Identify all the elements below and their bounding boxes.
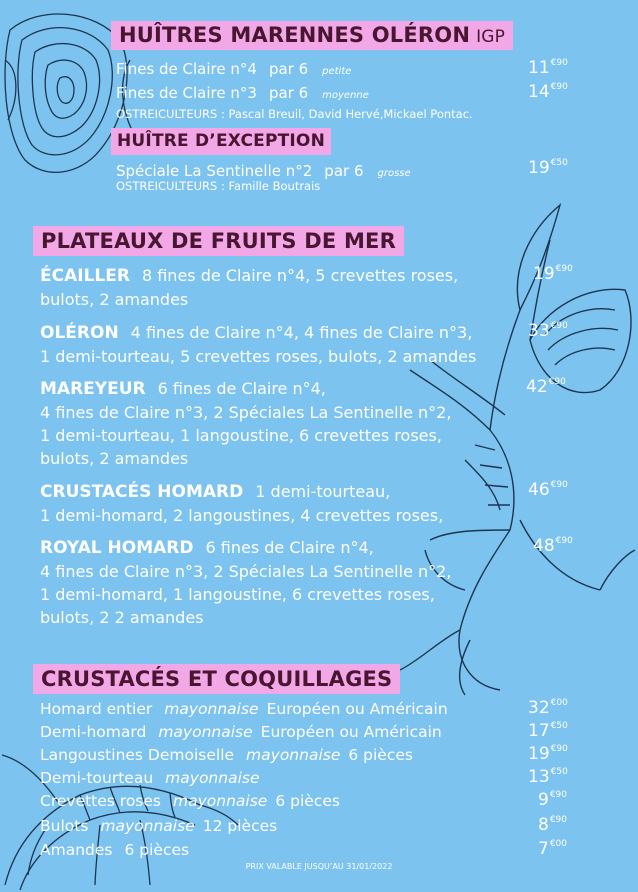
item-detail: 6 pièces xyxy=(275,792,340,810)
item-sauce: mayonnaise xyxy=(165,769,260,787)
plateau-line: 1 demi-homard, 1 langoustine, 6 crevettes roses, xyxy=(40,585,435,604)
plateau-royal-homard xyxy=(40,536,600,629)
crustace-item xyxy=(40,792,340,810)
huitres-title: HUÎTRES MARENNES OLÉRON xyxy=(119,23,471,47)
price xyxy=(533,536,573,556)
price xyxy=(528,321,568,341)
plateau-line: 1 demi-tourteau, 1 langoustine, 6 crevettes roses, xyxy=(40,426,442,445)
section-header-exception: HUÎTRE D’EXCEPTION xyxy=(111,128,331,155)
price-sup: €90 xyxy=(549,815,568,825)
item-sauce: mayonnaise xyxy=(100,817,195,835)
plateau-line: bulots, 2 2 amandes xyxy=(40,608,204,627)
item-qty: par 6 xyxy=(324,162,364,180)
plateau-oleron xyxy=(40,321,600,368)
price-sup: €90 xyxy=(555,536,573,546)
plateau-line: 4 fines de Claire n°4, 4 fines de Claire n°3, xyxy=(130,323,473,342)
price-main: 13 xyxy=(528,767,550,787)
price xyxy=(528,480,568,500)
section-header-huitres xyxy=(111,21,513,50)
price-sup: €90 xyxy=(555,264,573,274)
price xyxy=(528,158,568,178)
item-name: Fines de Claire n°4 xyxy=(116,60,257,78)
item-name: Crevettes roses xyxy=(40,792,161,810)
price-main: 19 xyxy=(528,158,550,178)
plateau-name: ROYAL HOMARD xyxy=(40,538,194,558)
plateau-line: 1 demi-tourteau, xyxy=(255,482,391,501)
price-main: 17 xyxy=(528,721,550,741)
price xyxy=(528,767,568,787)
item-sauce: mayonnaise xyxy=(164,700,259,718)
price xyxy=(528,744,568,764)
item-name: Amandes xyxy=(40,841,113,859)
item-sauce: mayonnaise xyxy=(246,746,341,764)
oyster-item-fines-claire-3 xyxy=(116,84,369,102)
item-detail: 12 pièces xyxy=(202,817,278,835)
price xyxy=(538,839,567,859)
crustace-item xyxy=(40,723,442,741)
price-sup: €90 xyxy=(548,377,566,387)
price-sup: €50 xyxy=(550,767,568,777)
price-main: 33 xyxy=(528,321,550,341)
item-detail: 6 pièces xyxy=(124,841,190,859)
plateau-name: ÉCAILLER xyxy=(40,266,130,286)
item-name: Demi-homard xyxy=(40,723,147,741)
price xyxy=(528,698,568,718)
section-header-plateaux: PLATEAUX DE FRUITS DE MER xyxy=(33,226,404,256)
item-name: Langoustines Demoiselle xyxy=(40,746,235,764)
oyster-item-sentinelle xyxy=(116,162,411,180)
crustace-item xyxy=(40,700,448,718)
item-detail: 6 pièces xyxy=(348,746,413,764)
item-name: Bulots xyxy=(40,817,89,835)
plateau-line: 1 demi-tourteau, 5 crevettes roses, bulots, 2 amandes xyxy=(40,347,477,366)
crustace-item xyxy=(40,746,413,764)
price-main: 19 xyxy=(528,744,550,764)
plateau-line: 6 fines de Claire n°4, xyxy=(157,379,326,398)
price-main: 48 xyxy=(533,536,555,556)
plateau-line: 4 fines de Claire n°3, 2 Spéciales La Sentinelle n°2, xyxy=(40,403,452,422)
plateau-line: 1 demi-homard, 2 langoustines, 4 crevettes roses, xyxy=(40,506,444,525)
item-detail: Européen ou Américain xyxy=(260,723,442,741)
price-main: 9 xyxy=(538,790,549,810)
price-sup: €90 xyxy=(550,480,568,490)
item-detail: Européen ou Américain xyxy=(266,700,448,718)
item-sauce: mayonnaise xyxy=(173,792,268,810)
price-sup: €90 xyxy=(549,790,568,800)
price-sup: €90 xyxy=(550,82,568,92)
item-name: Homard entier xyxy=(40,700,153,718)
plateau-line: bulots, 2 amandes xyxy=(40,449,189,468)
section-header-crustaces: CRUSTACÉS ET COQUILLAGES xyxy=(33,664,400,694)
price xyxy=(528,58,568,78)
plateau-line: bulots, 2 amandes xyxy=(40,290,189,309)
price-main: 19 xyxy=(533,264,555,284)
item-qty: par 6 xyxy=(268,84,309,102)
plateau-mareyeur xyxy=(40,377,600,470)
plateau-name: OLÉRON xyxy=(40,323,119,343)
price xyxy=(528,721,568,741)
price-sup: €50 xyxy=(550,158,568,168)
item-name: Spéciale La Sentinelle n°2 xyxy=(116,162,313,180)
crustace-item xyxy=(40,841,189,859)
price-sup: €50 xyxy=(550,721,568,731)
price-main: 11 xyxy=(528,58,550,78)
price-main: 14 xyxy=(528,82,550,102)
igp-label: IGP xyxy=(476,27,506,47)
price-sup: €90 xyxy=(550,321,568,331)
price xyxy=(533,264,573,284)
item-size: moyenne xyxy=(322,90,369,101)
price-main: 42 xyxy=(526,377,548,397)
item-size: petite xyxy=(322,66,352,77)
price-sup: €90 xyxy=(550,58,568,68)
plateau-crustaces-homard xyxy=(40,480,600,527)
plateau-line: 6 fines de Claire n°4, xyxy=(205,538,374,557)
price-main: 7 xyxy=(538,839,549,859)
oyster-item-fines-claire-4 xyxy=(116,60,351,78)
plateau-ecailler xyxy=(40,264,600,311)
price-main: 32 xyxy=(528,698,550,718)
price-sup: €90 xyxy=(550,744,568,754)
price-validity-footer: PRIX VALABLE JUSQU’AU 31/01/2022 xyxy=(245,862,393,871)
item-name: Fines de Claire n°3 xyxy=(116,84,257,102)
price xyxy=(528,82,568,102)
plateau-name: MAREYEUR xyxy=(40,379,146,399)
plateau-line: 8 fines de Claire n°4, 5 crevettes roses, xyxy=(141,266,459,285)
crustace-item xyxy=(40,769,268,787)
price xyxy=(538,790,567,810)
item-sauce: mayonnaise xyxy=(158,723,253,741)
exception-farmers: OSTREICULTEURS : Famille Boutrais xyxy=(116,179,321,193)
plateau-name: CRUSTACÉS HOMARD xyxy=(40,482,244,502)
price xyxy=(526,377,566,397)
item-size: grosse xyxy=(377,168,411,179)
oyster-farmers: OSTREICULTEURS : Pascal Breuil, David Hervé,Mickael Pontac. xyxy=(116,107,473,121)
price-main: 8 xyxy=(538,815,549,835)
item-qty: par 6 xyxy=(268,60,309,78)
item-name: Demi-tourteau xyxy=(40,769,154,787)
price-main: 46 xyxy=(528,480,550,500)
plateau-line: 4 fines de Claire n°3, 2 Spéciales La Sentinelle n°2, xyxy=(40,562,452,581)
price-sup: €00 xyxy=(549,839,568,849)
price-sup: €00 xyxy=(550,698,568,708)
crustace-item xyxy=(40,817,277,835)
price xyxy=(538,815,567,835)
